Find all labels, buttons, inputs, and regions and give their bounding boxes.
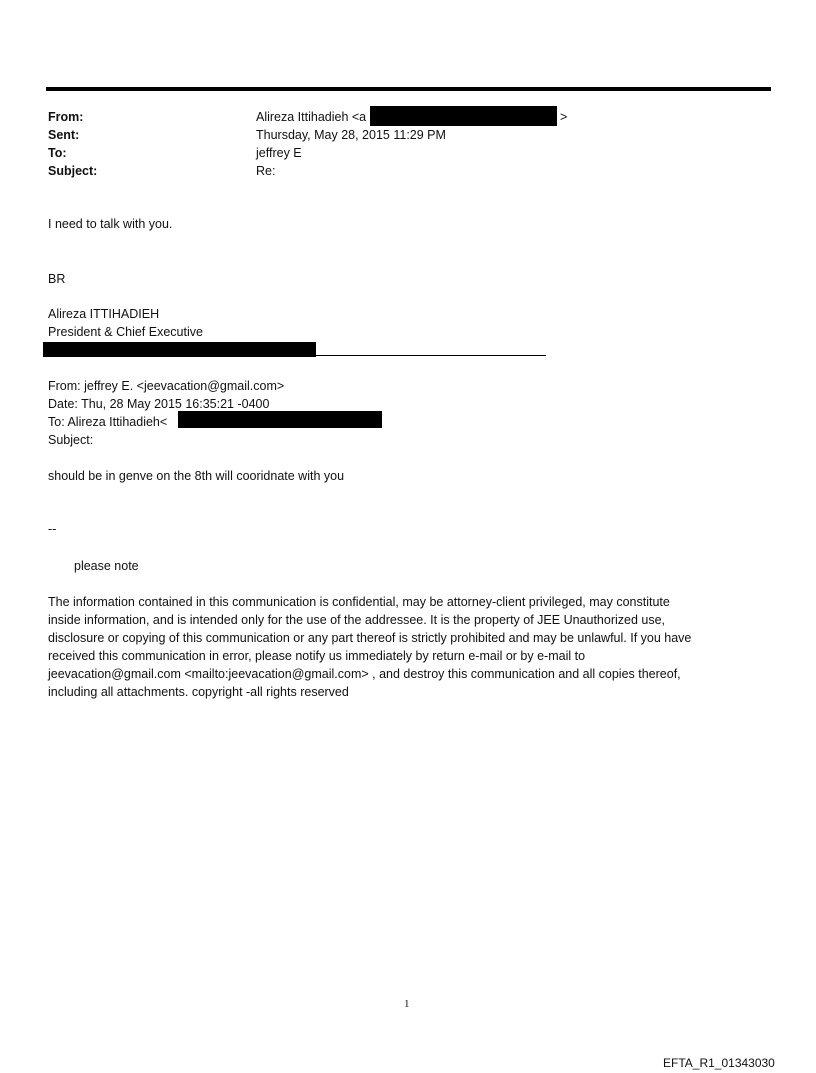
subject-value: Re:: [256, 164, 276, 178]
from-sender: Alireza Ittihadieh <a: [256, 110, 367, 124]
subject-label: Subject:: [48, 164, 98, 178]
disclaimer-line: received this communication in error, please notify us immediately by return e-mail or by e-mail to: [48, 649, 586, 663]
document-id: EFTA_R1_01343030: [663, 1056, 775, 1070]
sent-label: Sent:: [48, 128, 80, 142]
separator: --: [48, 522, 57, 536]
redaction-quoted-to: [178, 411, 382, 428]
quoted-subject: Subject:: [48, 433, 94, 447]
redaction-from-email: [370, 106, 557, 126]
to-value: jeffrey E: [256, 146, 302, 160]
redaction-signature: [43, 342, 316, 357]
disclaimer-line: including all attachments. copyright -all rights reserved: [48, 685, 349, 699]
disclaimer: [48, 593, 763, 701]
quoted-date: Date: Thu, 28 May 2015 16:35:21 -0400: [48, 397, 270, 411]
disclaimer-line: inside information, and is intended only for the use of the addressee. It is the property of JEE Unauthorized use,: [48, 613, 666, 627]
from-label: From:: [48, 110, 84, 124]
top-rule: [46, 87, 771, 91]
quoted-to: To: Alireza Ittihadieh<: [48, 415, 168, 429]
signature-name: Alireza ITTIHADIEH: [48, 307, 160, 321]
body-line: I need to talk with you.: [48, 217, 173, 231]
page-number: 1: [404, 998, 410, 1010]
from-value: [256, 108, 366, 126]
signature-title: President & Chief Executive: [48, 325, 203, 339]
quoted-from: From: jeffrey E. <jeevacation@gmail.com>: [48, 379, 285, 393]
quoted-message: should be in genve on the 8th will cooridnate with you: [48, 469, 345, 483]
from-value-suffix: >: [560, 110, 568, 124]
disclaimer-line: The information contained in this communication is confidential, may be attorney-client privileged, may constitute: [48, 595, 670, 609]
note-heading: please note: [74, 559, 139, 573]
body-closing: BR: [48, 272, 66, 286]
sent-value: Thursday, May 28, 2015 11:29 PM: [256, 128, 446, 142]
to-label: To:: [48, 146, 67, 160]
signature-rule: [316, 355, 546, 356]
disclaimer-line: disclosure or copying of this communication or any part thereof is strictly prohibited and may be unlawful. If you have: [48, 631, 692, 645]
disclaimer-line: jeevacation@gmail.com <mailto:jeevacation@gmail.com> , and destroy this communication and all copies thereof,: [48, 667, 681, 681]
